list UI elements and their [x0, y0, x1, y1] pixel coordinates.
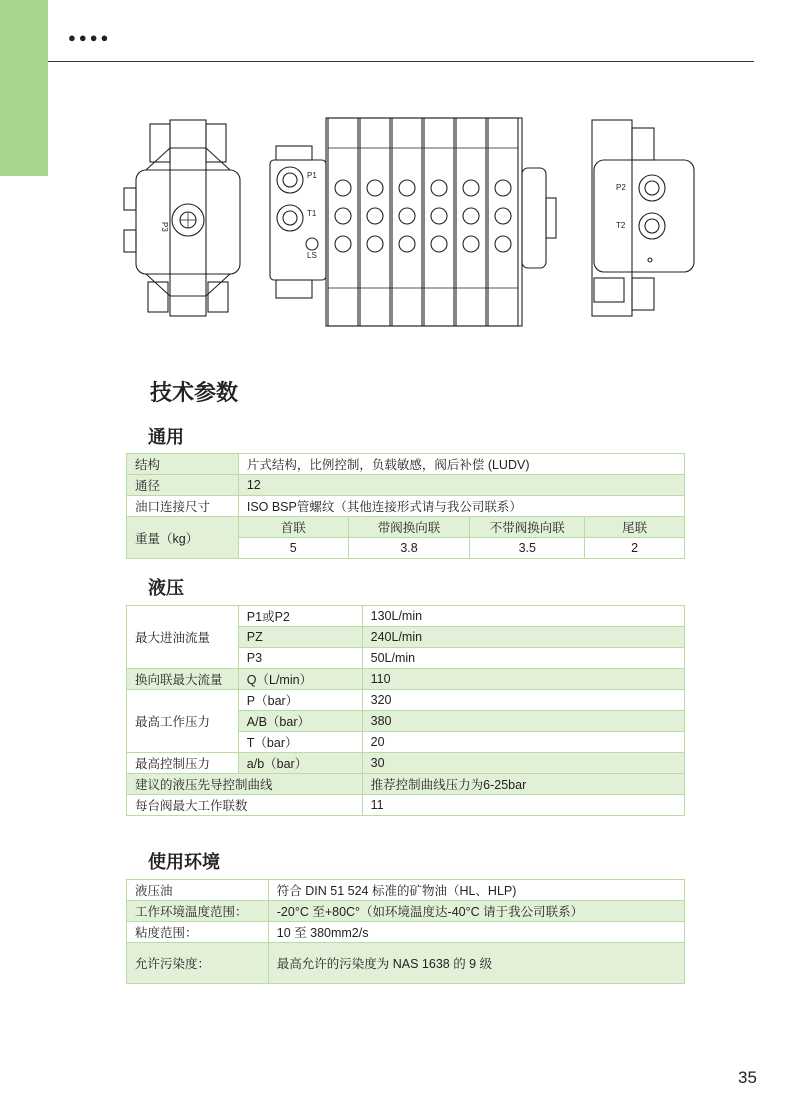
header-dots: ●●●● [68, 30, 112, 45]
header-rule [48, 61, 754, 62]
param-cell: PZ [238, 627, 362, 648]
max-sections-label: 每台阀最大工作联数 [127, 795, 363, 816]
value-cell: 30 [362, 753, 684, 774]
row-label: 工作环境温度范围： [127, 901, 269, 922]
value-cell: 20 [362, 732, 684, 753]
row-label: 通径 [127, 475, 239, 496]
environment-table [126, 879, 685, 984]
weight-header: 首联 [238, 517, 348, 538]
general-title: 通用 [148, 427, 184, 447]
table-row [127, 880, 685, 901]
table-row [127, 517, 685, 538]
general-table [126, 453, 685, 559]
value-cell: 130L/min [362, 606, 684, 627]
weight-header: 带阀换向联 [348, 517, 470, 538]
table-row [127, 901, 685, 922]
row-value: 符合 DIN 51 524 标准的矿物油（HL、HLP) [268, 880, 684, 901]
table-row [127, 753, 685, 774]
svg-text:LS: LS [307, 251, 317, 260]
row-value: 片式结构，比例控制，负载敏感，阀后补偿 (LUDV) [238, 454, 684, 475]
table-row [127, 690, 685, 711]
section-max-flow-label: 换向联最大流量 [127, 669, 239, 690]
weight-header: 不带阀换向联 [470, 517, 585, 538]
pilot-curve-label: 建议的液压先导控制曲线 [127, 774, 363, 795]
row-label: 允许污染度： [127, 943, 269, 984]
param-cell: P（bar） [238, 690, 362, 711]
param-cell: Q（L/min） [238, 669, 362, 690]
value-cell: 110 [362, 669, 684, 690]
weight-value: 3.5 [470, 538, 585, 559]
weight-label: 重量（kg） [127, 517, 239, 559]
table-row [127, 943, 685, 984]
param-cell: P1或P2 [238, 606, 362, 627]
value-cell: 50L/min [362, 648, 684, 669]
weight-value: 2 [585, 538, 685, 559]
weight-header: 尾联 [585, 517, 685, 538]
param-cell: a/b（bar） [238, 753, 362, 774]
param-cell: T（bar） [238, 732, 362, 753]
row-label: 结构 [127, 454, 239, 475]
row-label: 粘度范围： [127, 922, 269, 943]
row-value: ISO BSP管螺纹（其他连接形式请与我公司联系） [238, 496, 684, 517]
param-cell: P3 [238, 648, 362, 669]
row-value: 最高允许的污染度为 NAS 1638 的 9 级 [268, 943, 684, 984]
weight-value: 3.8 [348, 538, 470, 559]
valve-drawing [118, 108, 718, 330]
table-row [127, 774, 685, 795]
table-row [127, 454, 685, 475]
table-row [127, 922, 685, 943]
max-control-pressure-label: 最高控制压力 [127, 753, 239, 774]
table-row [127, 496, 685, 517]
row-label: 液压油 [127, 880, 269, 901]
row-value: 10 至 380mm2/s [268, 922, 684, 943]
row-value: -20°C 至+80C°（如环境温度达-40°C 请于我公司联系） [268, 901, 684, 922]
svg-text:T2: T2 [616, 221, 626, 230]
row-label: 油口连接尺寸 [127, 496, 239, 517]
table-row [127, 475, 685, 496]
table-row [127, 669, 685, 690]
page-number: 35 [738, 1068, 757, 1087]
section-title-tech-params: 技术参数 [150, 380, 239, 405]
svg-text:T1: T1 [307, 209, 317, 218]
max-working-pressure-label: 最高工作压力 [127, 690, 239, 753]
svg-text:P3: P3 [160, 222, 169, 232]
valve-front-view [270, 118, 556, 326]
value-cell: 11 [362, 795, 684, 816]
value-cell: 380 [362, 711, 684, 732]
hydraulic-table [126, 605, 685, 816]
hydraulic-title: 液压 [148, 578, 184, 598]
param-cell: A/B（bar） [238, 711, 362, 732]
max-inlet-flow-label: 最大进油流量 [127, 606, 239, 669]
weight-value: 5 [238, 538, 348, 559]
svg-text:P1: P1 [307, 171, 317, 180]
svg-text:P2: P2 [616, 183, 626, 192]
valve-left-view [124, 120, 240, 316]
side-accent-tab [0, 0, 48, 176]
row-value: 12 [238, 475, 684, 496]
valve-right-view [592, 120, 694, 316]
table-row [127, 795, 685, 816]
value-cell: 320 [362, 690, 684, 711]
table-row [127, 606, 685, 627]
value-cell: 推荐控制曲线压力为6-25bar [362, 774, 684, 795]
environment-title: 使用环境 [148, 852, 220, 872]
value-cell: 240L/min [362, 627, 684, 648]
